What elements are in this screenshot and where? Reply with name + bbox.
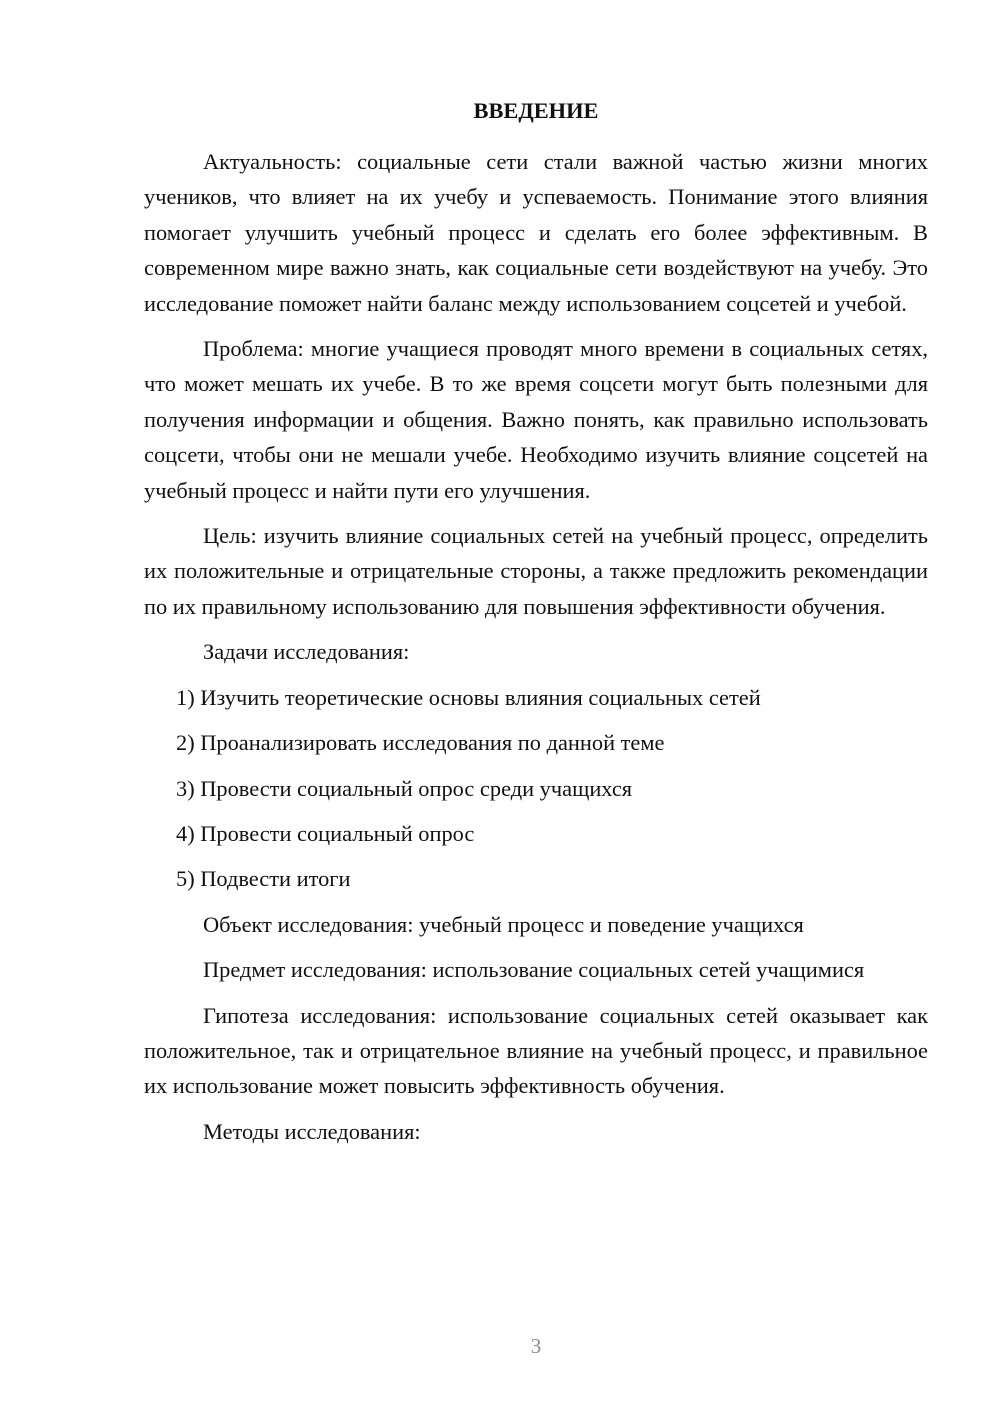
methods-heading: Методы исследования: [203, 1118, 421, 1144]
task-item-1: 1) Изучить теоретические основы влияния социальных сетей [176, 684, 761, 710]
object-paragraph: Объект исследования: учебный процесс и поведение учащихся [203, 911, 804, 937]
hypothesis-paragraph: Гипотеза исследования: использование социальных сетей оказывает как положительное, так и отрицательное влияние на учебный процесс, и правильное их использование может повысить эффективность обучения. [144, 1002, 928, 1099]
task-item-3: 3) Провести социальный опрос среди учащихся [176, 775, 633, 801]
relevance-paragraph: Актуальность: социальные сети стали важной частью жизни многих учеников, что влияет на их учебу и успеваемость. Понимание этого влияния помогает улучшить учебный процесс и сделать его более эффективным. В современном мире важно знать, как социальные сети воздействуют на учебу. Это исследование поможет найти баланс между использованием соцсетей и учебой. [144, 149, 928, 316]
page-content [144, 96, 928, 1159]
tasks-heading: Задачи исследования: [203, 639, 410, 665]
goal-paragraph: Цель: изучить влияние социальных сетей на учебный процесс, определить их положительные и отрицательные стороны, а также предложить рекомендации по их правильному использованию для повышения эффективности обучения. [144, 523, 928, 619]
task-item-4: 4) Провести социальный опрос [176, 820, 475, 846]
problem-paragraph: Проблема: многие учащиеся проводят много времени в социальных сетях, что может мешать их учебе. В то же время соцсети могут быть полезными для получения информации и общения. Важно понять, как правильно использовать соцсети, чтобы они не мешали учебе. Необходимо изучить влияние соцсетей на учебный процесс и найти пути его улучшения. [144, 336, 928, 503]
subject-paragraph: Предмет исследования: использование социальных сетей учащимися [203, 957, 865, 983]
task-item-5: 5) Подвести итоги [176, 866, 351, 892]
section-title: ВВЕДЕНИЕ [473, 98, 599, 123]
task-item-2: 2) Проанализировать исследования по данной теме [176, 730, 665, 756]
page-number: 3 [530, 1334, 542, 1358]
